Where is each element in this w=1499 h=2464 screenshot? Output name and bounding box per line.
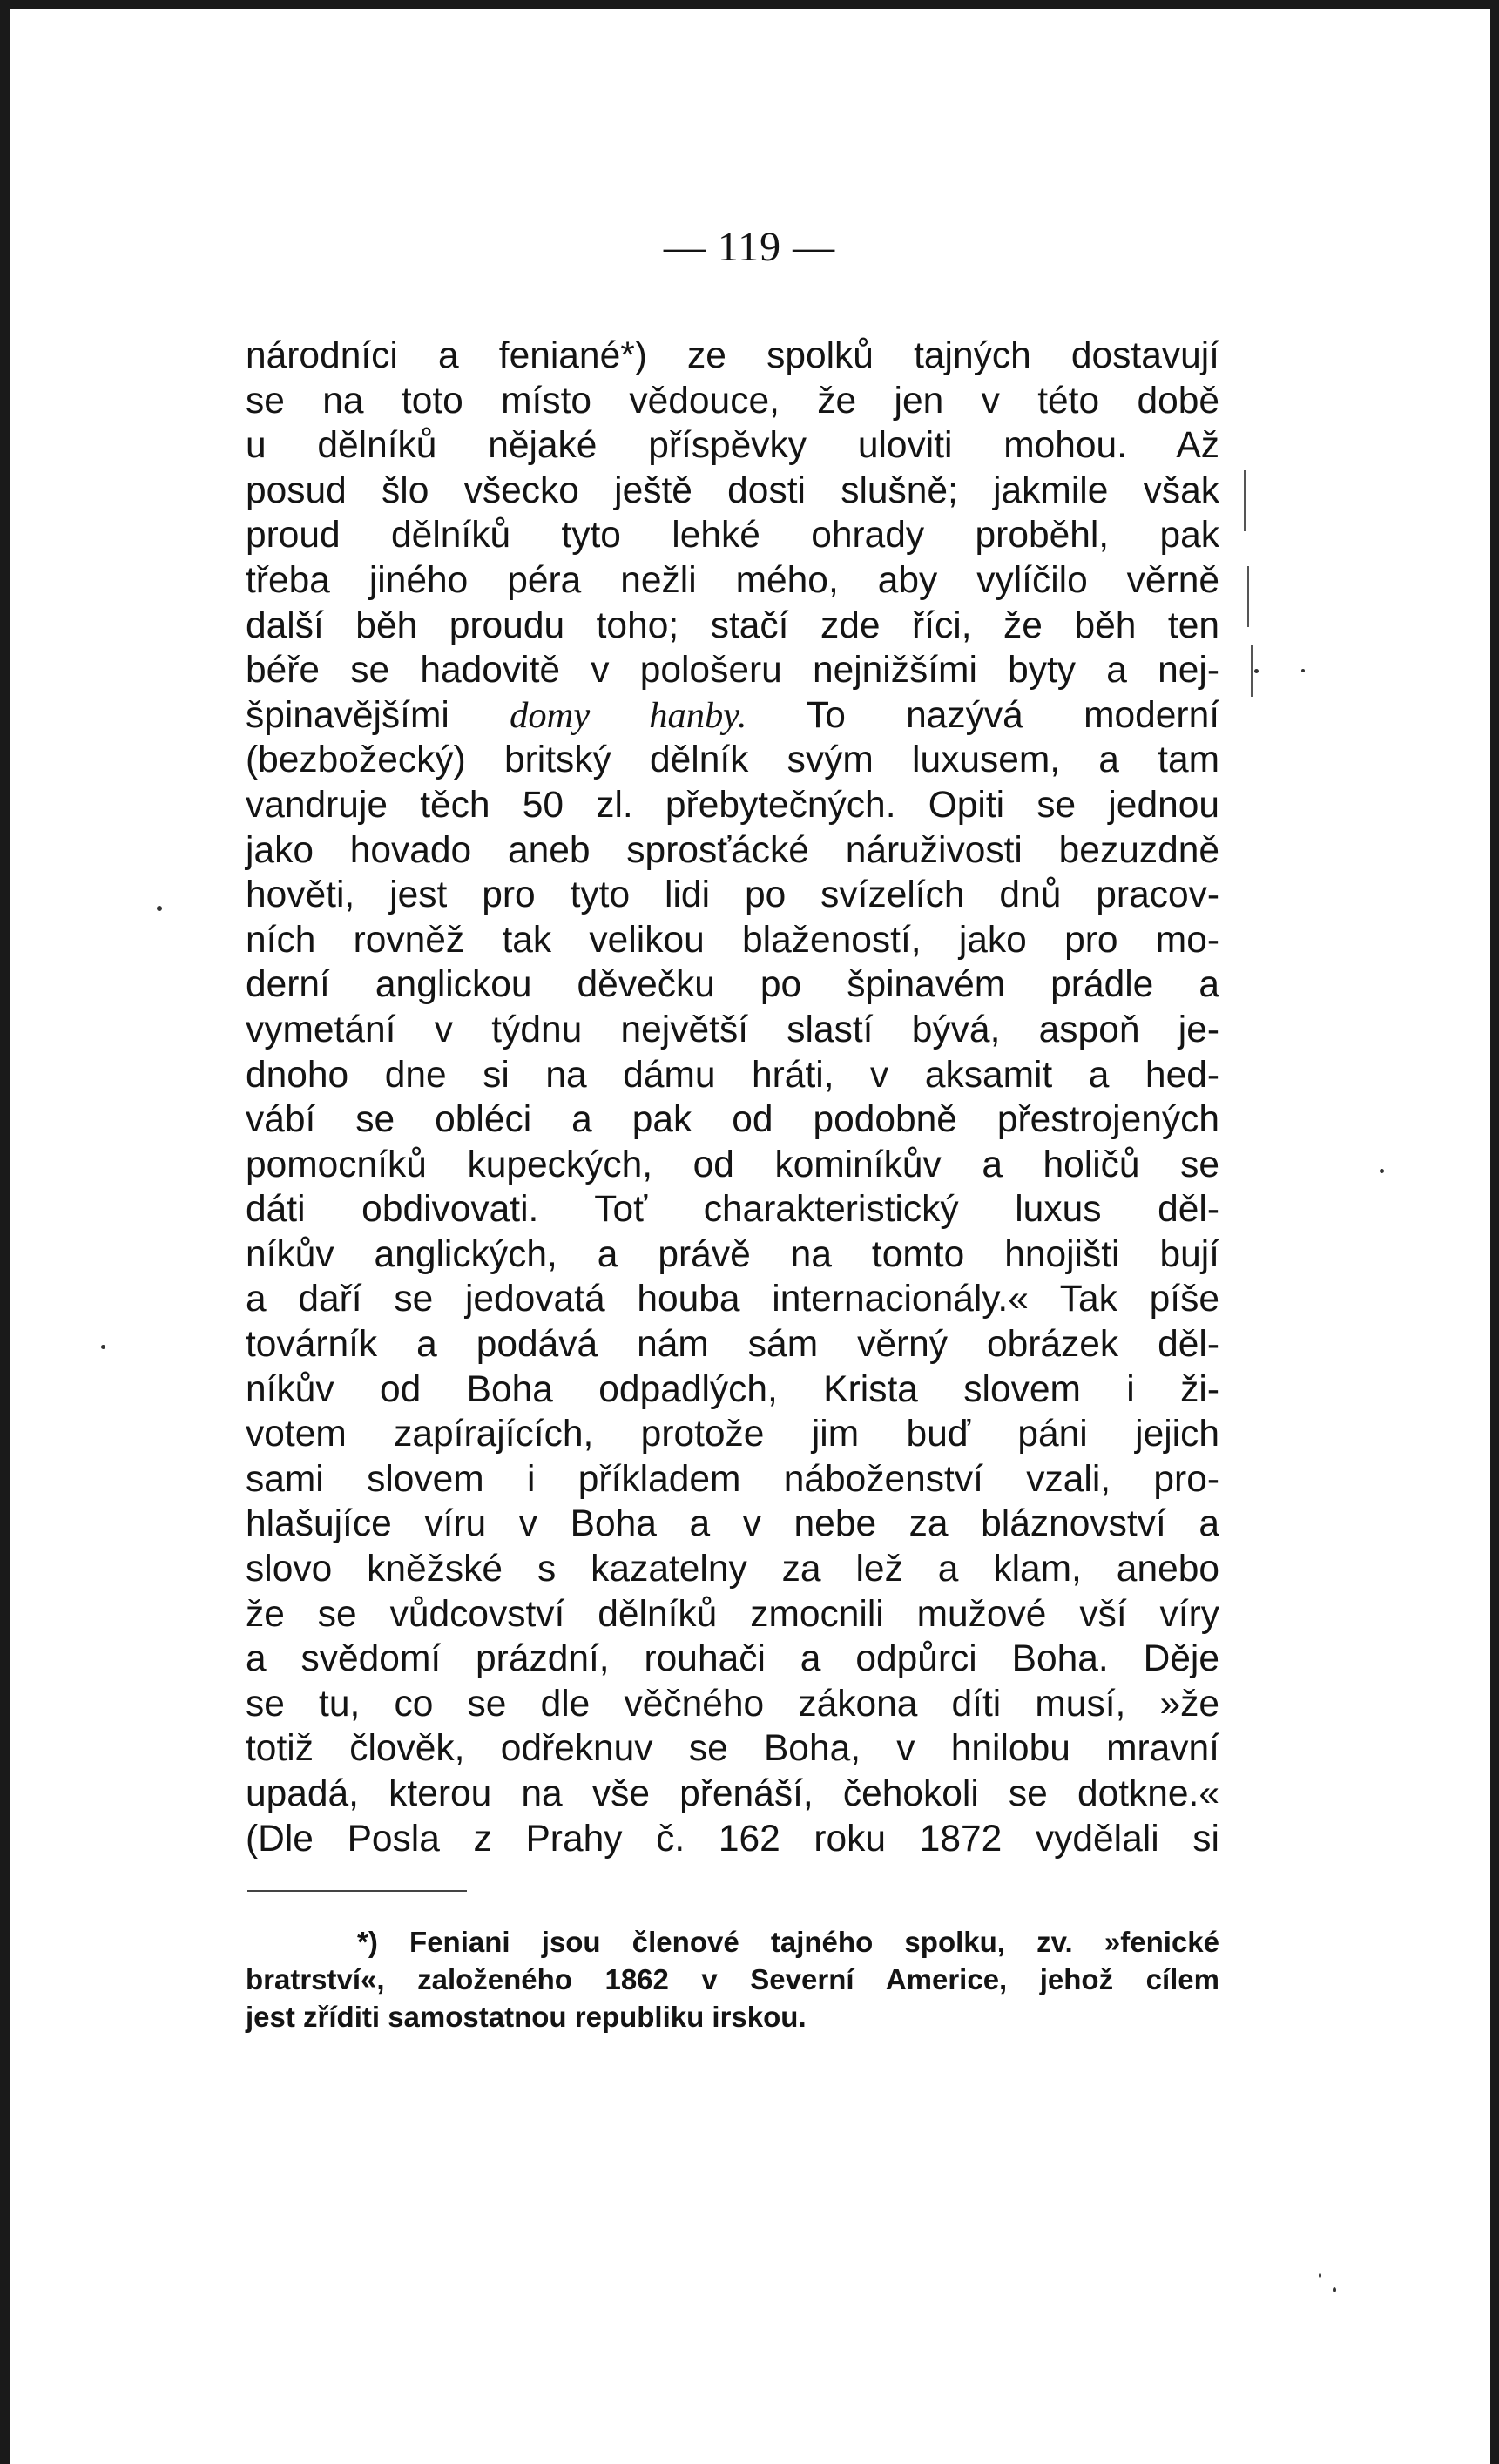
margin-mark [1244,470,1246,531]
scan-edge-top [0,0,1499,9]
text-segment: špinavějšími [246,694,449,736]
text-line: níkův od Boha odpadlých, Krista slovem i ži- [246,1368,1219,1410]
scan-speck [1319,2273,1321,2278]
text-line: béře se hadovitě v pološeru nejnižšími byty a nej- [246,650,1219,692]
footnote-line: jest zříditi samostatnou republiku irskou. [246,2001,807,2033]
text-line: (bezbožecký) britský dělník svým luxusem, a tam [246,739,1219,781]
scan-speck [101,1345,105,1349]
text-line: vandruje těch 50 zl. přebytečných. Opiti se jednou [246,784,1219,826]
text-segment: To nazývá moderní [806,694,1220,736]
scan-speck [1301,669,1305,672]
footnote-line: *) Feniani jsou členové tajného spolku, zv. »fenické [357,1926,1219,1958]
text-line-mixed [246,693,1219,739]
text-line: a svědomí prázdní, rouhači a odpůrci Boha. Děje [246,1638,1219,1680]
scan-edge-right [1490,0,1499,2464]
text-line: jako hovado aneb sprosťácké náruživosti bezuzdně [246,829,1219,871]
text-line: posud šlo všecko ještě dosti slušně; jakmile však [246,469,1219,511]
margin-mark [1247,566,1249,627]
text-line: ních rovněž tak velikou blažeností, jako pro mo- [246,919,1219,961]
footnote-line: bratrství«, založeného 1862 v Severní Americe, jehož cílem [246,1963,1219,1995]
text-line: třeba jiného péra nežli mého, aby vylíčilo věrně [246,559,1219,601]
text-line: votem zapírajících, protože jim buď páni jejich [246,1414,1219,1455]
margin-mark [1251,645,1253,697]
text-line: u dělníků nějaké příspěvky uloviti mohou. Až [246,425,1219,467]
text-line: se na toto místo vědouce, že jen v této době [246,380,1219,422]
text-line: vymetání v týdnu největší slastí bývá, aspoň je- [246,1009,1219,1050]
text-line: proud dělníků tyto lehké ohrady proběhl, pak [246,515,1219,557]
body-text [246,334,1219,1861]
text-line: upadá, kterou na vše přenáší, čehokoli se dotkne.« [246,1773,1219,1814]
text-line: slovo kněžské s kazatelny za lež a klam, anebo [246,1549,1219,1590]
text-line: níkův anglických, a právě na tomto hnojišti bují [246,1233,1219,1275]
text-line: vábí se obléci a pak od podobně přestrojených [246,1099,1219,1141]
scan-speck [1254,669,1259,673]
text-line: a daří se jedovatá houba internacionály.« Tak píše [246,1279,1219,1320]
scan-speck [157,906,162,911]
text-line: další běh proudu toho; stačí zde říci, že běh ten [246,604,1219,646]
text-line: hlašujíce víru v Boha a v nebe za bláznovství a [246,1503,1219,1545]
text-line: totiž člověk, odřeknuv se Boha, v hnilobu mravní [246,1728,1219,1770]
text-line: dnoho dne si na dámu hráti, v aksamit a hed- [246,1054,1219,1096]
scan-speck [1333,2287,1336,2292]
text-line: že se vůdcovství dělníků zmocnili mužové vší víry [246,1593,1219,1635]
text-line: národníci a feniané*) ze spolků tajných dostavují [246,335,1219,376]
text-line: dáti obdivovati. Toť charakteristický luxus děl- [246,1189,1219,1231]
text-line: derní anglickou děvečku po špinavém prádle a [246,964,1219,1006]
text-line: továrník a podává nám sám věrný obrázek děl- [246,1324,1219,1366]
scan-speck [1380,1169,1384,1173]
scan-edge-left [0,0,10,2464]
text-line: se tu, co se dle věčného zákona díti musí, »že [246,1683,1219,1725]
text-line: hověti, jest pro tyto lidi po svízelích dnů pracov- [246,874,1219,916]
text-line: (Dle Posla z Prahy č. 162 roku 1872 vydělali si [246,1818,1219,1860]
italic-phrase: domy hanby. [510,694,747,736]
footnote-divider [247,1890,467,1892]
text-line: sami slovem i příkladem náboženství vzali, pro- [246,1458,1219,1500]
text-line: pomocníků kupeckých, od kominíkův a holičů se [246,1144,1219,1185]
footnote [246,1923,1219,2035]
page-number: — 119 — [663,224,836,270]
